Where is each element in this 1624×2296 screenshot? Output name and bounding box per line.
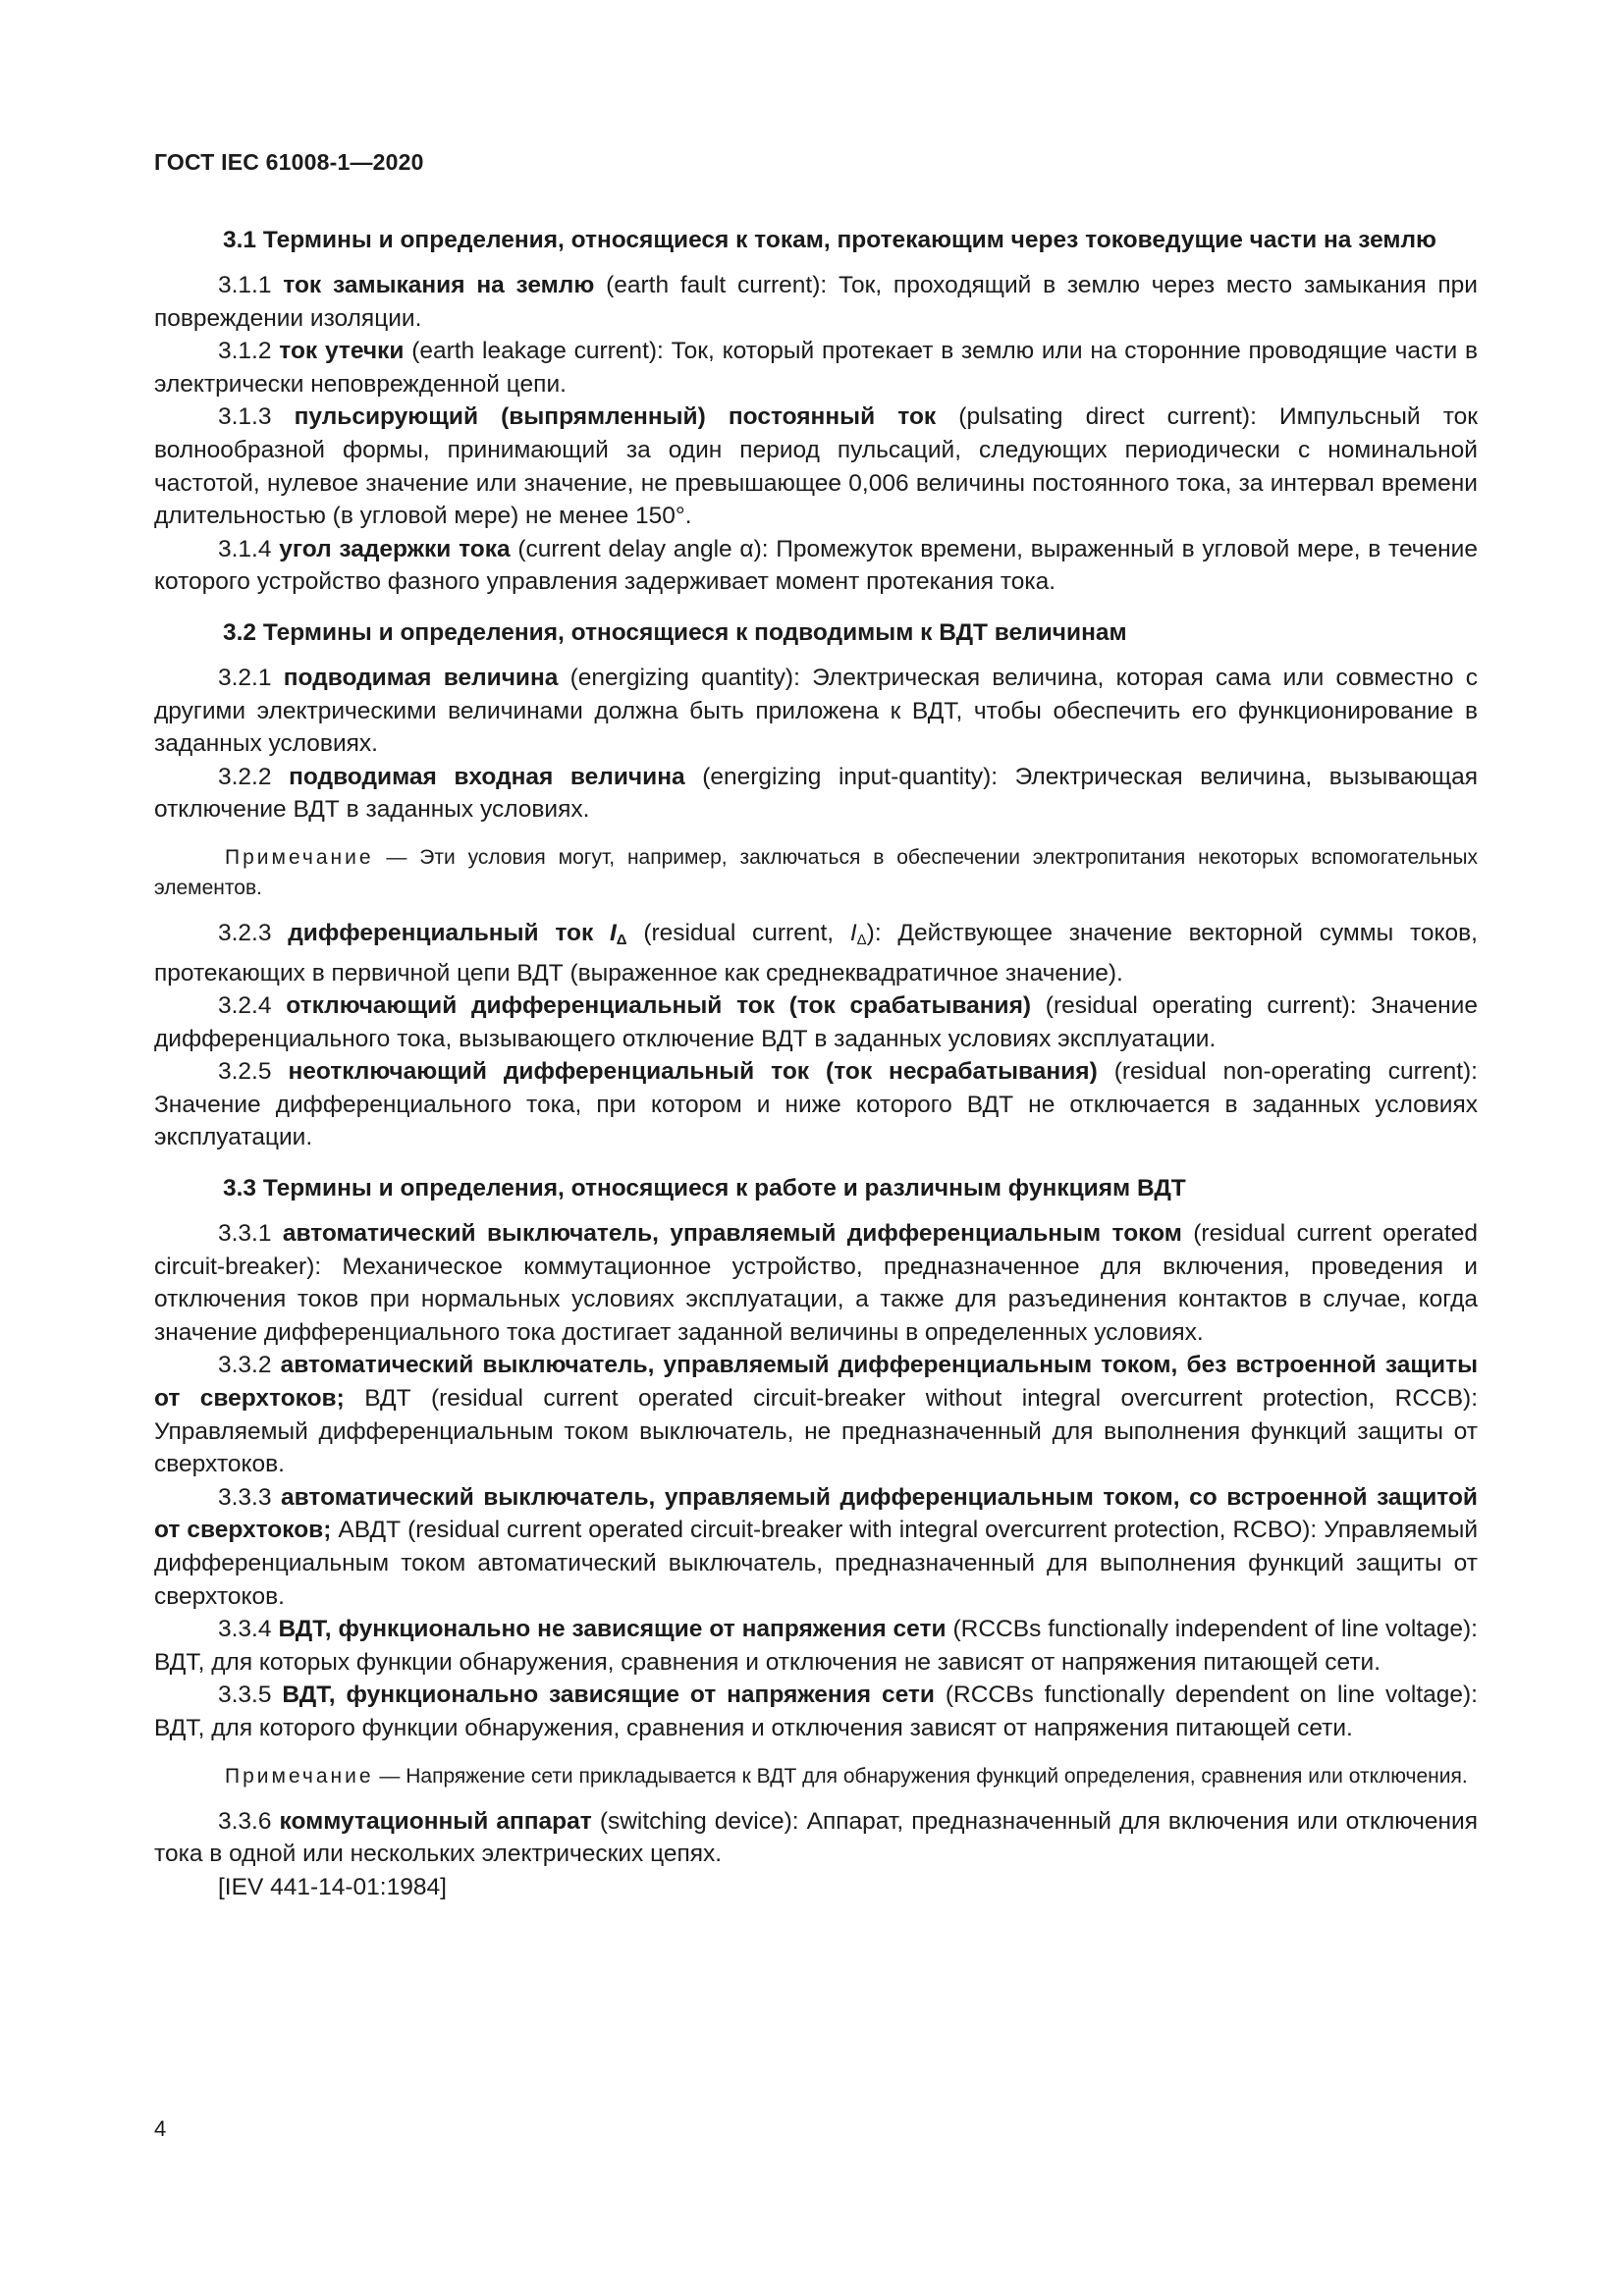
term-3-3-5: 3.3.5 ВДТ, функционально зависящие от напряжения сети (RCCBs functionally dependent on line voltage): ВДТ, для которого функции обнаружения, сравнения и отключения зависят от напряжения питающей сети.: [154, 1682, 1478, 1741]
section-3-2-title: 3.2 Термины и определения, относящиеся к подводимым к ВДТ величинам: [223, 618, 1127, 646]
term-3-1-4: 3.1.4 угол задержки тока (current delay angle α): Промежуток времени, выраженный в угловой мере, в течение которого устройство фазного управления задерживает момент протекания тока.: [154, 535, 1478, 596]
note-label: Примечание: [225, 845, 374, 869]
term-3-1-3: 3.1.3 пульсирующий (выпрямленный) постоянный ток (pulsating direct current): Импульсный ток волнообразной формы, принимающий за один период пульсаций, следующих периодически с номинальной частотой, нулевое значение или значение, не превышающее 0,006 величины постоянного тока, за интервал времени длительностью (в угловой мере) не менее 150°.: [154, 403, 1479, 530]
term-3-2-3: 3.2.3 дифференциальный ток $I_\Delta$ (residual current, $I_\Delta$): Действующее значение векторной суммы токов, протекающих в первичной цепи ВДТ (выраженное как среднеквадратичное значение).: [154, 919, 1478, 987]
note-3-3: Примечание — Напряжение сети прикладывается к ВДТ для обнаружения функций определения, сравнения или отключения.: [225, 1764, 1468, 1788]
term-3-3-3: 3.3.3 автоматический выключатель, управляемый дифференциальным током, со встроенной защитой от сверхтоков; АВДТ (residual current operated circuit-breaker with integral overcurrent protection, RCBO): Управляемый дифференциальным током автоматический выключатель, предназначенный для выполнения функций защиты от сверхтоков.: [154, 1483, 1478, 1610]
note-label: Примечание: [225, 1764, 374, 1788]
iev-reference: [IEV 441-14-01:1984]: [218, 1873, 447, 1900]
note-3-2: Примечание — Эти условия могут, например, заключаться в обеспечении электропитания некоторых вспомогательных элементов.: [154, 845, 1478, 899]
term-3-2-1: 3.2.1 подводимая величина (energizing quantity): Электрическая величина, которая сама или совместно с другими электрическими величинами должна быть приложена к ВДТ, чтобы обеспечить его функционирование в заданных условиях.: [154, 664, 1478, 758]
term-3-3-4: 3.3.4 ВДТ, функционально не зависящие от напряжения сети (RCCBs functionally independent of line voltage): ВДТ, для которых функции обнаружения, сравнения и отключения не зависят от напряжения питающей сети.: [154, 1616, 1478, 1676]
term-3-1-2: 3.1.2 ток утечки (earth leakage current): Ток, который протекает в землю или на сторонние проводящие части в электрически неповрежденной цепи.: [154, 338, 1478, 398]
document-body: [154, 224, 1478, 1903]
term-3-1-1: 3.1.1 ток замыкания на землю (earth fault current): Ток, проходящий в землю через место замыкания при повреждении изоляции.: [154, 272, 1478, 332]
term-3-3-6: 3.3.6 коммутационный аппарат (switching device): Аппарат, предназначенный для включения или отключения тока в одной или нескольких электрических цепях.: [154, 1807, 1478, 1868]
page-number: 4: [154, 2116, 167, 2141]
section-3-3-title: 3.3 Термины и определения, относящиеся к работе и различным функциям ВДТ: [223, 1175, 1186, 1202]
term-3-2-4: 3.2.4 отключающий дифференциальный ток (ток срабатывания) (residual operating current): Значение дифференциального тока, вызывающего отключение ВДТ в заданных условиях эксплуатации.: [154, 992, 1478, 1052]
term-3-3-1: 3.3.1 автоматический выключатель, управляемый дифференциальным током (residual current operated circuit-breaker): Механическое коммутационное устройство, предназначенное для включения, проведения и отключения токов при нормальных условиях эксплуатации, а также для разъединения контактов в случае, когда значение дифференциального тока достигает заданной величины в определенных условиях.: [154, 1220, 1478, 1346]
term-3-3-2: 3.3.2 автоматический выключатель, управляемый дифференциальным током, без встроенной защиты от сверхтоков; ВДТ (residual current operated circuit-breaker without integral overcurrent protection, RCCB): Управляемый дифференциальным током выключатель, не предназначенный для выполнения функций защиты от сверхтоков.: [154, 1352, 1479, 1478]
term-3-2-2: 3.2.2 подводимая входная величина (energizing input-quantity): Электрическая величина, вызывающая отключение ВДТ в заданных условиях.: [154, 763, 1478, 824]
section-3-1-title: 3.1 Термины и определения, относящиеся к токам, протекающим через токоведущие части на землю: [223, 227, 1436, 253]
term-3-2-5: 3.2.5 неотключающий дифференциальный ток (ток несрабатывания) (residual non-operating current): Значение дифференциального тока, при котором и ниже которого ВДТ не отключается в заданных условиях эксплуатации.: [154, 1058, 1478, 1151]
standard-header: ГОСТ IEC 61008-1—2020: [154, 149, 424, 175]
